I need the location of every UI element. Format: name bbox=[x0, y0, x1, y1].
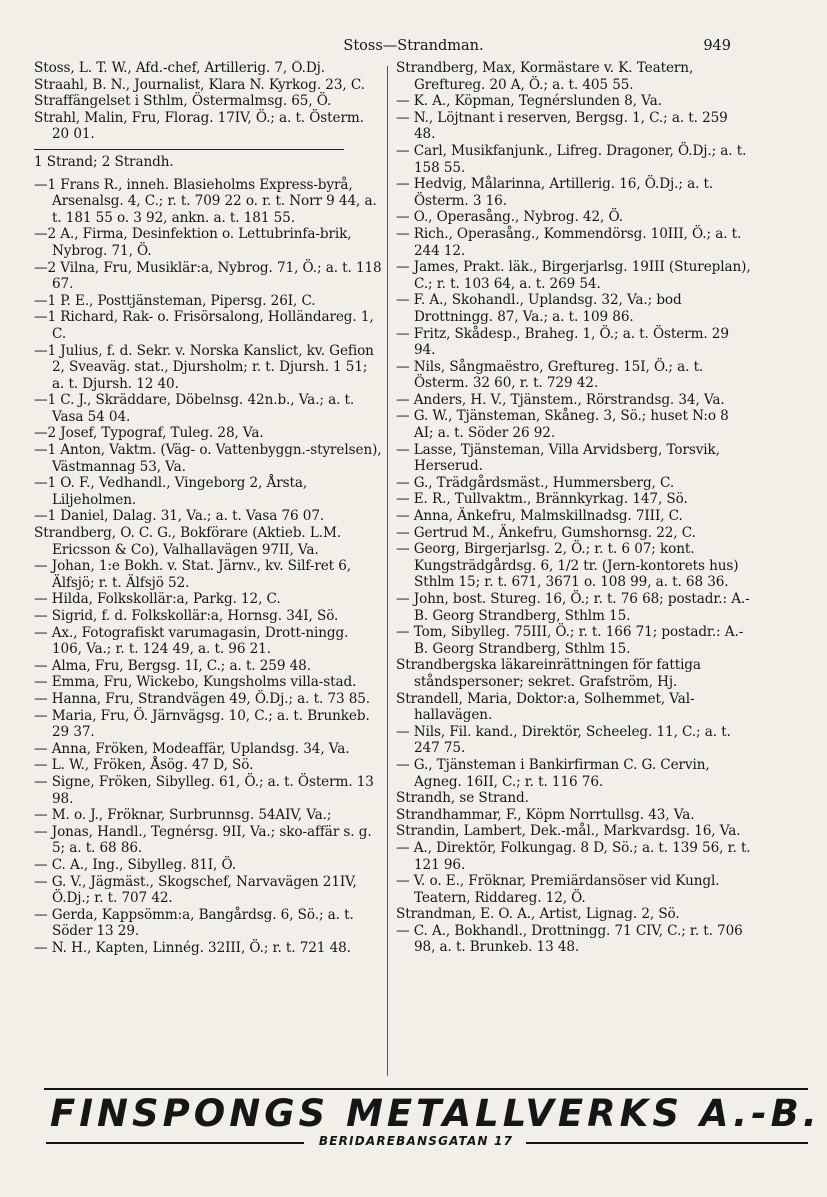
directory-entry: — M. o. J., Fröknar, Surbrunnsg. 54AIV, Va.; bbox=[34, 807, 332, 824]
directory-entry: — G., Trädgårdsmäst., Hummersberg, C. bbox=[396, 474, 675, 491]
left-main-entries bbox=[34, 177, 382, 957]
directory-entry: — C. A., Bokhandl., Drottningg. 71 CIV, C.; r. t. 706 98, a. t. Brunkeb. 13 48. bbox=[396, 922, 743, 956]
directory-entry: — L. W., Fröken, Åsög. 47 D, Sö. bbox=[34, 757, 254, 774]
directory-entry: — John, bost. Stureg. 16, Ö.; r. t. 76 68; postadr.: A.-B. Georg Strandberg, Sthlm 15. bbox=[396, 591, 750, 624]
directory-entry: — Signe, Fröken, Sibylleg. 61, Ö.; a. t. Österm. 13 98. bbox=[34, 773, 374, 807]
directory-entry: Stoss, L. T. W., Afd.-chef, Artillerig. 7, Ö.Dj. bbox=[34, 60, 325, 76]
directory-entry: Straffängelset i Sthlm, Östermalmsg. 65, Ö. bbox=[34, 93, 332, 110]
advertisement-address: BERIDAREBANSGATAN 17 bbox=[318, 1134, 514, 1148]
directory-entry: —1 Daniel, Dalag. 31, Va.; a. t. Vasa 76 07. bbox=[34, 508, 325, 525]
advertisement-address-bar bbox=[0, 1134, 827, 1150]
directory-entry: Strandberg, O. C. G., Bokförare (Aktieb. L.M. Ericsson & Co), Valhallavägen 97II, Va. bbox=[34, 525, 342, 558]
directory-entry: — V. o. E., Fröknar, Premiärdansöser vid Kungl. Teatern, Riddareg. 12, Ö. bbox=[396, 873, 720, 906]
directory-entry: — Gertrud M., Änkefru, Gumshornsg. 22, C. bbox=[396, 524, 696, 541]
advertisement-rule-left bbox=[46, 1142, 304, 1144]
directory-entry: — Fritz, Skådesp., Braheg. 1, Ö.; a. t. Österm. 29 94. bbox=[396, 325, 729, 359]
directory-entry: — Anders, H. V., Tjänstem., Rörstrandsg. 34, Va. bbox=[396, 391, 725, 408]
directory-entry: —1 C. J., Skräddare, Döbelnsg. 42n.b., Va.; a. t. Vasa 54 04. bbox=[34, 392, 355, 425]
directory-entry: Strahl, Malin, Fru, Florag. 17IV, Ö.; a. t. Österm. 20 01. bbox=[34, 109, 364, 143]
directory-entry: Strandh, se Strand. bbox=[396, 790, 529, 807]
running-title: Stoss—Strandman. bbox=[343, 38, 484, 54]
directory-entry: — Nils, Sångmaëstro, Greftureg. 15I, Ö.; a. t. Österm. 32 60, r. t. 729 42. bbox=[396, 358, 704, 392]
directory-entry: Strandbergska läkareinrättningen för fattiga ståndspersoner; sekret. Grafström, Hj. bbox=[396, 657, 701, 690]
directory-entry: —1 Anton, Vaktm. (Väg- o. Vattenbyggn.-styrelsen), Västmannag 53, Va. bbox=[34, 442, 382, 475]
directory-entry: — Ax., Fotografiskt varumagasin, Drott-ningg. 106, Va.; r. t. 124 49, a. t. 96 21. bbox=[34, 624, 349, 658]
directory-entry: — G., Tjänsteman i Bankirfirman C. G. Cervin, Agneg. 16II, C.; r. t. 116 76. bbox=[396, 756, 710, 790]
right-column bbox=[396, 60, 752, 1080]
directory-entry: —1 Frans R., inneh. Blasieholms Express-byrå, Arsenalsg. 4, C.; r. t. 709 22 o. r. t. Norr 9 44, a. t. 181 55 o. 3 92, ankn. a. t. 181 55. bbox=[34, 176, 377, 226]
directory-entry: Strandberg, Max, Kormästare v. K. Teatern, Greftureg. 20 A, Ö.; a. t. 405 55. bbox=[396, 60, 694, 93]
directory-entry: — N. H., Kapten, Linnég. 32III, Ö.; r. t. 721 48. bbox=[34, 939, 351, 956]
directory-entry: — Tom, Sibylleg. 75III, Ö.; r. t. 166 71; postadr.: A.-B. Georg Strandberg, Sthlm 15. bbox=[396, 624, 744, 657]
directory-entry: —1 O. F., Vedhandl., Vingeborg 2, Årsta, Liljeholmen. bbox=[34, 475, 308, 508]
directory-entry: — Emma, Fru, Wickebo, Kungsholms villa-stad. bbox=[34, 674, 357, 691]
directory-entry: Straahl, B. N., Journalist, Klara N. Kyrkog. 23, C. bbox=[34, 76, 365, 93]
directory-entry: —1 P. E., Posttjänsteman, Pipersg. 26I, C. bbox=[34, 292, 316, 309]
directory-entry: — C. A., Ing., Sibylleg. 81I, Ö. bbox=[34, 856, 236, 873]
directory-entry: —1 Julius, f. d. Sekr. v. Norska Kanslict, kv. Gefion 2, Sveaväg. stat., Djursholm; r. t. Djursh. 1 51; a. t. Djursh. 12 40. bbox=[34, 342, 374, 392]
directory-entry: — E. R., Tullvaktm., Brännkyrkag. 147, Sö. bbox=[396, 491, 688, 508]
directory-entry: — Georg, Birgerjarlsg. 2, Ö.; r. t. 6 07; kont. Kungsträdgårdsg. 6, 1/2 tr. (Jern-kontorets hus) Sthlm 15; r. t. 671, 3671 o. 108 99, a. t. 68 36. bbox=[396, 541, 739, 591]
directory-entry: Strandin, Lambert, Dek.-mål., Markvardsg. 16, Va. bbox=[396, 823, 741, 840]
directory-entry: — O., Operasång., Nybrog. 42, Ö. bbox=[396, 209, 623, 226]
page-header bbox=[0, 38, 827, 58]
directory-entry: —1 Richard, Rak- o. Frisörsalong, Holländareg. 1, C. bbox=[34, 309, 374, 342]
advertisement-top-rule bbox=[44, 1088, 808, 1090]
right-entries bbox=[396, 60, 752, 956]
advertisement-rule-right bbox=[526, 1142, 808, 1144]
directory-entry: —2 Vilna, Fru, Musiklär:a, Nybrog. 71, Ö.; a. t. 118 67. bbox=[34, 259, 382, 293]
directory-entry: — Carl, Musikfanjunk., Lifreg. Dragoner, Ö.Dj.; a. t. 158 55. bbox=[396, 142, 747, 176]
left-top-entries bbox=[34, 60, 382, 143]
directory-entry: — F. A., Skohandl., Uplandsg. 32, Va.; bod Drottningg. 87, Va.; a. t. 109 86. bbox=[396, 292, 682, 325]
directory-entry: — N., Löjtnant i reserven, Bergsg. 1, C.; a. t. 259 48. bbox=[396, 109, 728, 143]
directory-entry: Strandhammar, F., Köpm Norrtullsg. 43, Va. bbox=[396, 806, 695, 823]
section-title: 1 Strand; 2 Strandh. bbox=[34, 153, 174, 170]
section-divider bbox=[34, 149, 344, 150]
directory-entry: — Hanna, Fru, Strandvägen 49, Ö.Dj.; a. t. 73 85. bbox=[34, 690, 371, 707]
directory-entry: — Anna, Änkefru, Malmskillnadsg. 7III, C. bbox=[396, 508, 683, 525]
directory-entry: — Nils, Fil. kand., Direktör, Scheeleg. 11, C.; a. t. 247 75. bbox=[396, 723, 731, 757]
directory-entry: — Gerda, Kappsömm:a, Bangårdsg. 6, Sö.; a. t. Söder 13 29. bbox=[34, 906, 354, 940]
directory-entry: Strandman, E. O. A., Artist, Lignag. 2, Sö. bbox=[396, 906, 680, 923]
directory-entry: — G. V., Jägmäst., Skogschef, Narvavägen 21IV, Ö.Dj.; r. t. 707 42. bbox=[34, 873, 357, 907]
directory-entry: — Hedvig, Målarinna, Artillerig. 16, Ö.Dj.; a. t. Österm. 3 16. bbox=[396, 176, 714, 209]
advertisement-company: FINSPONGS METALLVERKS A.-B. bbox=[50, 1092, 821, 1135]
directory-entry: — James, Prakt. läk., Birgerjarlsg. 19III (Stureplan), C.; r. t. 103 64, a. t. 269 54. bbox=[396, 259, 751, 292]
page-number: 949 bbox=[703, 38, 731, 54]
directory-entry: — K. A., Köpman, Tegnérslunden 8, Va. bbox=[396, 93, 662, 110]
directory-entry: — Jonas, Handl., Tegnérsg. 9II, Va.; sko-affär s. g. 5; a. t. 68 86. bbox=[34, 823, 372, 857]
directory-entry: —2 Josef, Typograf, Tuleg. 28, Va. bbox=[34, 425, 264, 442]
directory-entry: — Maria, Fru, Ö. Järnvägsg. 10, C.; a. t. Brunkeb. 29 37. bbox=[34, 707, 370, 741]
directory-entry: — Johan, 1:e Bokh. v. Stat. Järnv., kv. Silf-ret 6, Älfsjö; r. t. Älfsjö 52. bbox=[34, 558, 352, 591]
directory-entry: — Rich., Operasång., Kommendörsg. 10III, Ö.; a. t. 244 12. bbox=[396, 225, 742, 259]
directory-entry: —2 A., Firma, Desinfektion o. Lettubrinfa-brik, Nybrog. 71, Ö. bbox=[34, 226, 352, 259]
directory-entry: — Alma, Fru, Bergsg. 1I, C.; a. t. 259 48. bbox=[34, 657, 311, 674]
directory-entry: — Sigrid, f. d. Folkskollär:a, Hornsg. 34I, Sö. bbox=[34, 608, 339, 624]
directory-entry: — Hilda, Folkskollär:a, Parkg. 12, C. bbox=[34, 591, 281, 608]
column-divider bbox=[387, 66, 388, 1076]
directory-entry: — G. W., Tjänsteman, Skåneg. 3, Sö.; huset N:o 8 AI; a. t. Söder 26 92. bbox=[396, 408, 729, 442]
directory-entry: — A., Direktör, Folkungag. 8 D, Sö.; a. t. 139 56, r. t. 121 96. bbox=[396, 839, 751, 873]
directory-entry: Strandell, Maria, Doktor:a, Solhemmet, Val-hallavägen. bbox=[396, 690, 695, 724]
left-column bbox=[34, 60, 382, 1080]
directory-entry: — Lasse, Tjänsteman, Villa Arvidsberg, Torsvik, Herserud. bbox=[396, 441, 720, 475]
directory-entry: — Anna, Fröken, Modeaffär, Uplandsg. 34, Va. bbox=[34, 740, 350, 757]
